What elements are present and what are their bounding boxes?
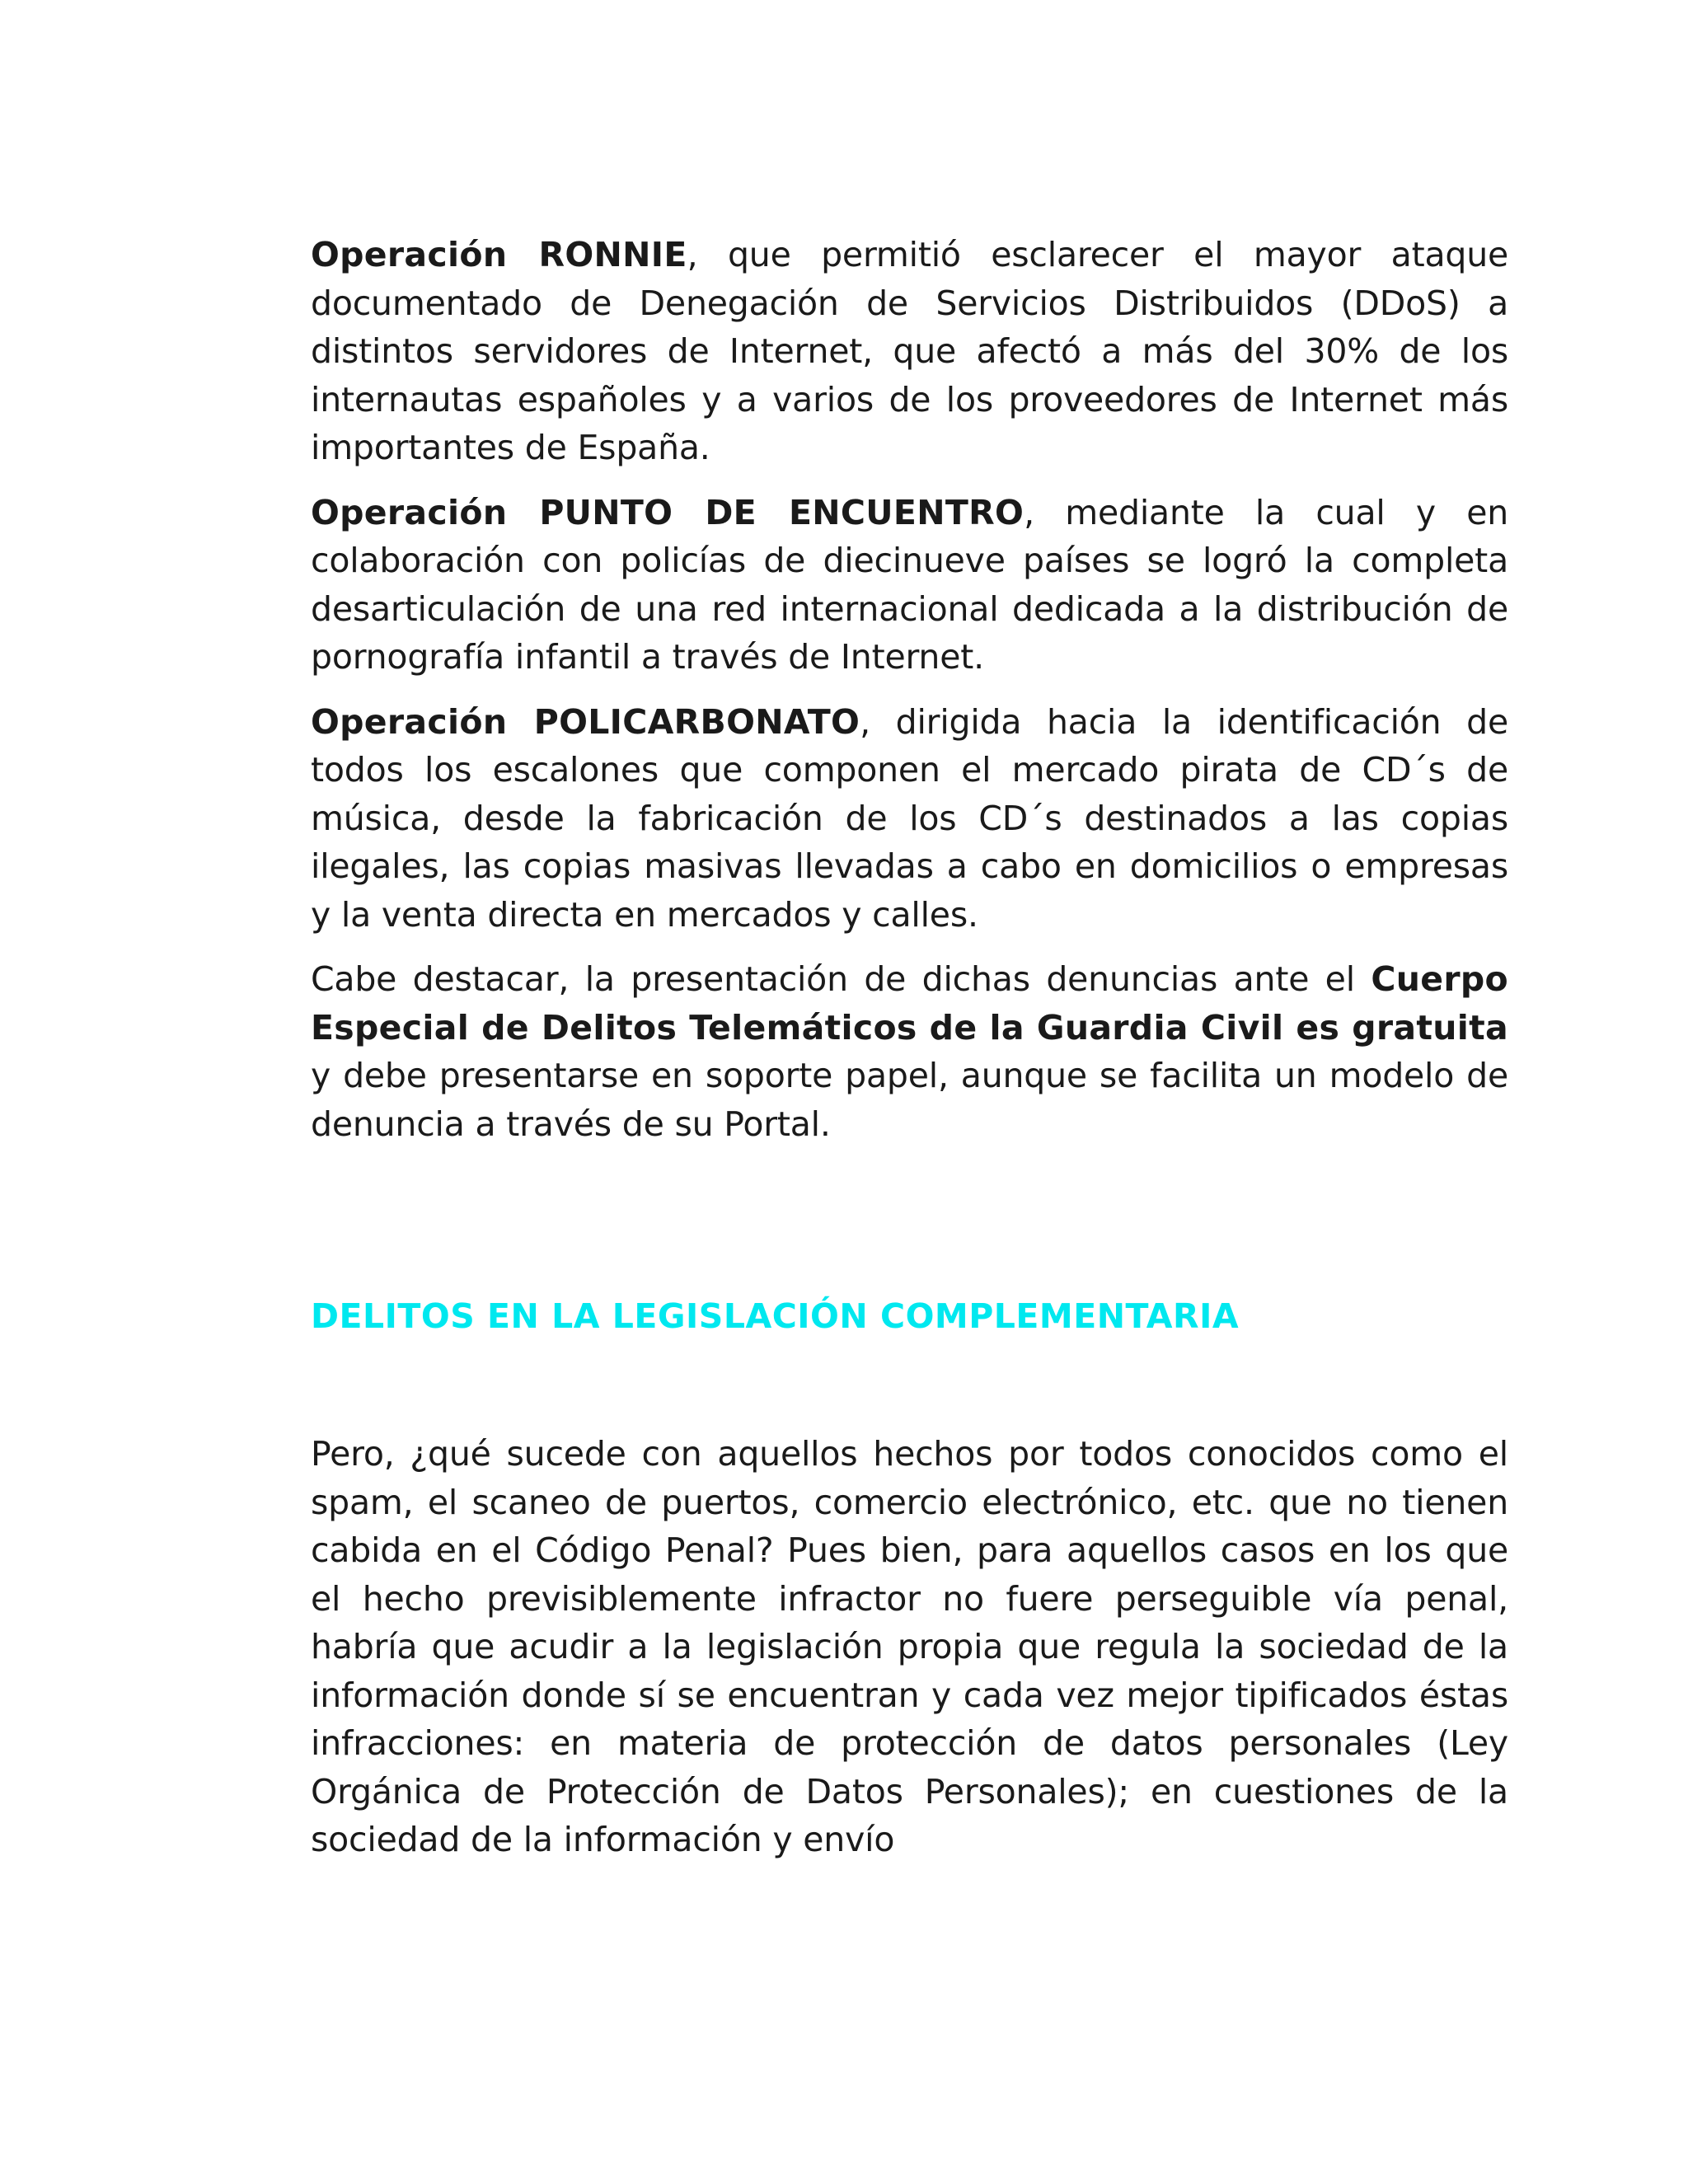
- closing-text-before: Cabe destacar, la presentación de dichas denuncias ante el: [311, 959, 1372, 999]
- operation-name: Operación POLICARBONATO: [311, 701, 860, 742]
- section-heading: DELITOS EN LA LEGISLACIÓN COMPLEMENTARIA: [311, 1296, 1240, 1336]
- operation-name: Operación RONNIE: [311, 235, 687, 274]
- section-body: Pero, ¿qué sucede con aquellos hechos por todos conocidos como el spam, el scaneo de puertos, comercio electrónico, etc. que no tienen cabida en el Código Penal? Pues bien, para aquellos casos en los que el hecho previsiblemente infractor no fuere perseguible vía penal, habría que acudir a la legislación propia que regula la sociedad de la información donde sí se encuentran y cada vez mejor tipificados éstas infracciones: en materia de protección de datos personales (Ley Orgánica de Protección de Datos Personales); en cuestiones de la sociedad de la información y envío: [311, 1434, 1508, 1859]
- operation-description: , mediante la cual y en colaboración con policías de diecinueve países se logró la completa desarticulación de una red internacional dedicada a la distribución de pornografía infantil a través de Internet.: [311, 492, 1508, 677]
- operations-list: [311, 231, 1508, 1165]
- operation-description: , que permitió esclarecer el mayor ataque documentado de Denegación de Servicios Distribuidos (DDoS) a distintos servidores de Internet, que afectó a más del 30% de los internautas españoles y a varios de los proveedores de Internet más importantes de España.: [311, 235, 1509, 467]
- operation-description: , dirigida hacia la identificación de todos los escalones que componen el mercado pirata de CD´s de música, desde la fabricación de los CD´s destinados a las copias ilegales, las copias masivas llevadas a cabo en domicilios o empresas y la venta directa en mercados y calles.: [311, 701, 1508, 935]
- closing-text-after: y debe presentarse en soporte papel, aunque se facilita un modelo de denuncia a través de su Portal.: [311, 1056, 1508, 1144]
- closing-text-bold: Cuerpo Especial de Delitos Telemáticos de la Guardia Civil es gratuita: [311, 959, 1508, 1047]
- paragraph-operation-punto-de-encuentro: [311, 489, 1508, 682]
- paragraph-operation-policarbonato: [311, 698, 1508, 940]
- paragraph-operation-ronnie: [311, 231, 1508, 472]
- operation-name: Operación PUNTO DE ENCUENTRO: [311, 492, 1025, 532]
- paragraph-closing-note: [311, 955, 1508, 1148]
